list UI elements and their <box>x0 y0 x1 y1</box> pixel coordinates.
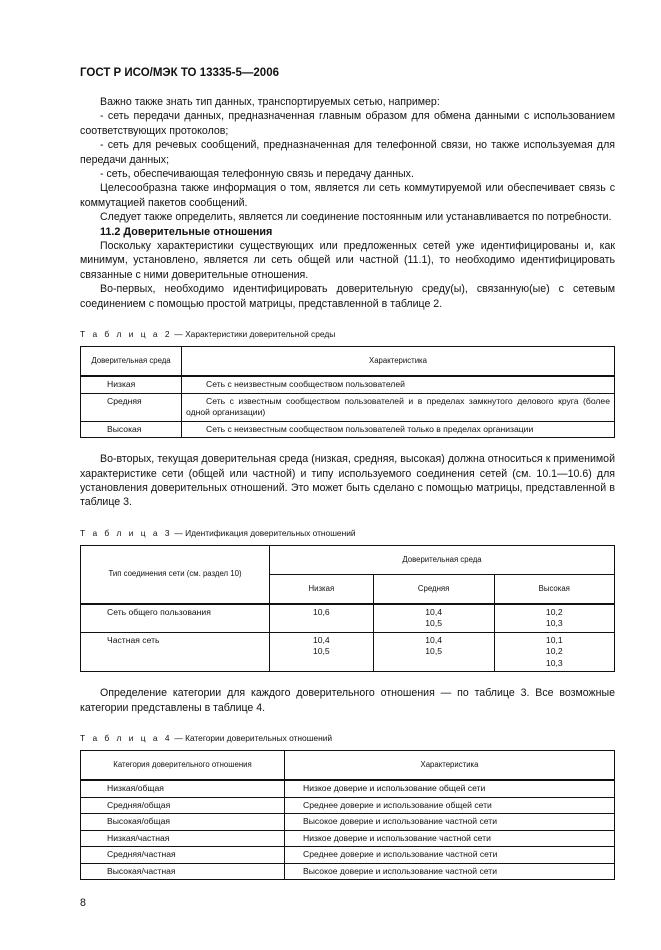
cell <box>373 604 494 633</box>
cell: Частная сеть <box>81 632 270 672</box>
column-header: Низкая <box>270 574 374 604</box>
table4-caption <box>80 733 615 744</box>
cell: Средняя/общая <box>81 797 285 814</box>
table-row <box>81 847 615 864</box>
table-row <box>81 780 615 797</box>
group-header: Доверительная среда <box>270 545 615 574</box>
column-header: Категория доверительного отношения <box>81 751 285 781</box>
paragraph: Важно также знать тип данных, транспортируемых сетью, например: <box>100 96 440 108</box>
section-heading: 11.2 Доверительные отношения <box>100 225 273 238</box>
cell: Высокая/частная <box>81 863 285 880</box>
list-item: - сеть для речевых сообщений, предназначенная для телефонной связи, но также используемая для передачи данных; <box>80 139 615 166</box>
cell-value: 10,5 <box>312 646 330 657</box>
cell: Средняя/частная <box>81 847 285 864</box>
cell: Высокое доверие и использование частной сети <box>285 863 615 880</box>
cell: Сеть с неизвестным сообществом пользователей <box>182 376 615 393</box>
paragraph: Определение категории для каждого доверительного отношения — по таблице 3. Все возможные категории представлены в таблице 4. <box>80 687 615 714</box>
cell: Среднее доверие и использование частной сети <box>285 847 615 864</box>
cell-value: 10,6 <box>312 606 330 617</box>
cell <box>373 632 494 672</box>
cell: Низкая <box>81 376 182 393</box>
cell: Высокая/общая <box>81 814 285 831</box>
paragraph: Следует также определить, является ли соединение постоянным или устанавливается по потребности. <box>100 211 612 224</box>
paragraph: Во-первых, необходимо идентифицировать доверительную среду(ы), связанную(ые) с сетевым соединением с помощью простой матрицы, представленной в таблице 2. <box>80 283 615 310</box>
column-header: Тип соединения сети (см. раздел 10) <box>81 545 270 604</box>
cell: Сеть общего пользования <box>81 604 270 633</box>
cell: Среднее доверие и использование общей сети <box>285 797 615 814</box>
table-row <box>81 632 615 672</box>
cell: Низкое доверие и использование общей сети <box>285 780 615 797</box>
table-2 <box>80 346 615 438</box>
cell-value: 10,2 <box>545 606 563 617</box>
cell: Высокое доверие и использование частной сети <box>285 814 615 831</box>
cell: Низкая/частная <box>81 830 285 847</box>
cell: Средняя <box>81 393 182 421</box>
cell-value: 10,4 <box>425 606 443 617</box>
table-4 <box>80 750 615 880</box>
cell-value: 10,4 <box>312 634 330 645</box>
cell: Высокая <box>81 421 182 438</box>
cell-value: 10,3 <box>545 657 563 668</box>
column-header: Характеристика <box>285 751 615 781</box>
cell: Сеть с известным сообществом пользователей и в пределах замкнутого делового круга (более одной организации) <box>182 393 615 421</box>
paragraph-block <box>80 452 615 510</box>
paragraph: Целесообразна также информация о том, является ли сеть коммутируемой или обеспечивает связь с коммутацией пакетов сообщений. <box>80 182 615 209</box>
table-row <box>81 830 615 847</box>
caption-label: Т а б л и ц а 3 <box>80 527 173 538</box>
paragraph-block <box>80 686 615 715</box>
paragraph: Поскольку характеристики существующих или предложенных сетей уже идентифицированы и, как минимум, установлено, является ли сеть общей или частной (11.1), то необходимо идентифицировать связанные с ними доверительные отношения. <box>80 240 615 281</box>
caption-label: Т а б л и ц а 4 <box>80 733 173 744</box>
table-row <box>81 863 615 880</box>
cell: Низкое доверие и использование частной сети <box>285 830 615 847</box>
cell-value: 10,4 <box>425 634 443 645</box>
table-row <box>81 814 615 831</box>
cell <box>270 632 374 672</box>
caption-title: — Характеристики доверительной среды <box>172 329 336 340</box>
cell <box>494 632 614 672</box>
cell-value: 10,5 <box>425 646 443 657</box>
cell-value: 10,1 <box>545 634 563 645</box>
column-header: Высокая <box>494 574 614 604</box>
table-row <box>81 376 615 393</box>
table-row <box>81 797 615 814</box>
cell: Сеть с неизвестным сообществом пользователей только в пределах организации <box>182 421 615 438</box>
column-header: Средняя <box>373 574 494 604</box>
caption-title: — Идентификация доверительных отношений <box>172 527 356 538</box>
cell <box>494 604 614 633</box>
column-header: Характеристика <box>182 347 615 377</box>
cell-value: 10,5 <box>425 618 443 629</box>
column-header: Доверительная среда <box>81 347 182 377</box>
table-row <box>81 393 615 421</box>
table-row <box>81 421 615 438</box>
paragraph: Во-вторых, текущая доверительная среда (низкая, средняя, высокая) должна относиться к применимой характеристике сети (общей или частной) и типу используемого соединения сетей (см. 10.1—10.6) для установления доверительных отношений. Это может быть сделано с помощью матрицы, представленной в таблице 3. <box>80 453 615 509</box>
intro-text <box>80 95 615 311</box>
cell <box>270 604 374 633</box>
cell: Низкая/общая <box>81 780 285 797</box>
document-header: ГОСТ Р ИСО/МЭК ТО 13335-5—2006 <box>80 67 279 79</box>
table3-caption <box>80 528 615 539</box>
list-item: - сеть передачи данных, предназначенная главным образом для обмена данными с использованием соответствующих протоколов; <box>80 110 615 137</box>
cell-value: 10,3 <box>545 618 563 629</box>
cell-value: 10,2 <box>545 646 563 657</box>
caption-label: Т а б л и ц а 2 <box>80 329 173 340</box>
caption-title: — Категории доверительных отношений <box>172 733 333 744</box>
page-number: 8 <box>80 897 86 910</box>
table-3 <box>80 545 615 673</box>
table2-caption <box>80 329 615 340</box>
list-item: - сеть, обеспечивающая телефонную связь и передачу данных. <box>100 168 414 181</box>
table-row <box>81 604 615 633</box>
